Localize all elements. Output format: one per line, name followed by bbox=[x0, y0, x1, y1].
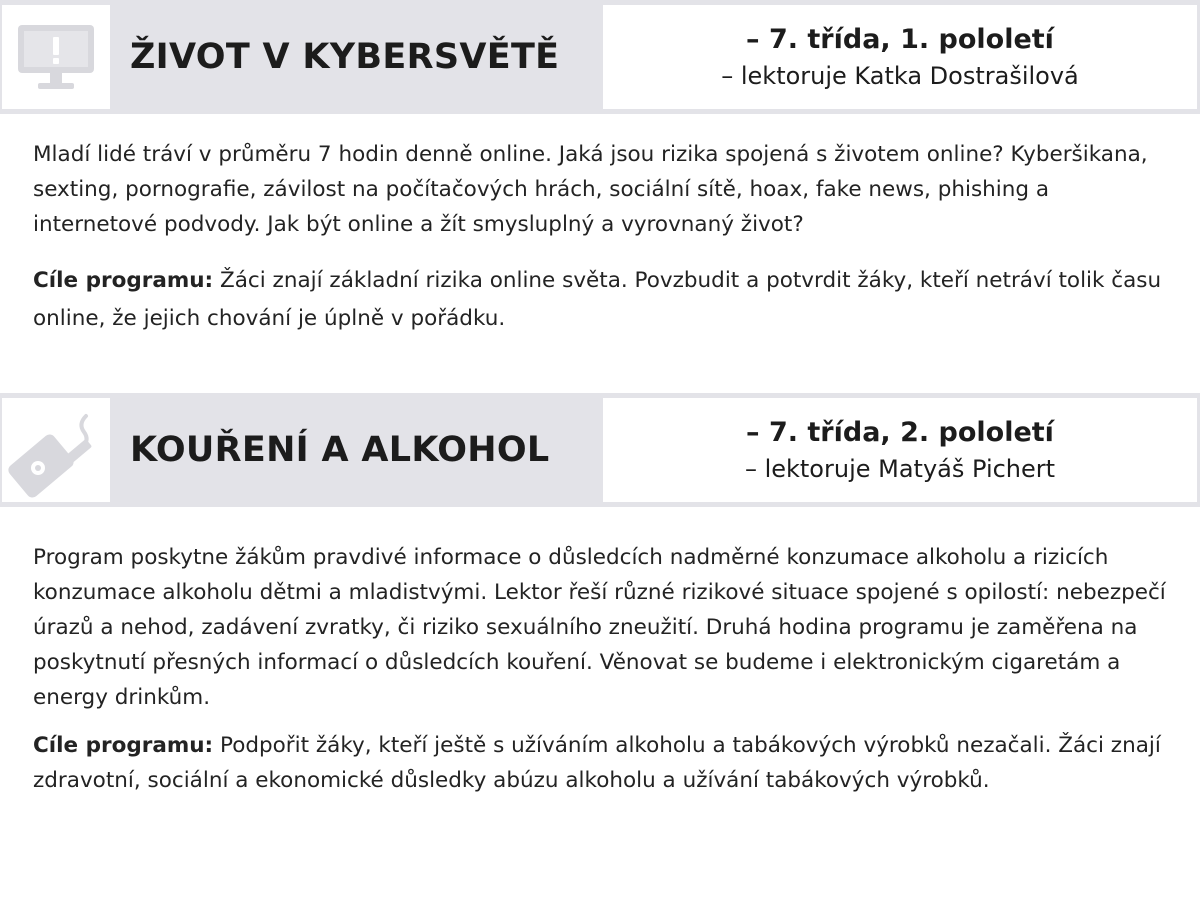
section-description: Mladí lidé tráví v průměru 7 hodin denně online. Jaká jsou rizika spojená s životem online? Kyberšikana, sexting, pornografie, závilost na počítačových hrách, sociální sítě, hoax, fake news, phishing a internetové podvody. Jak být online a žít smysluplný a vyrovnaný život? bbox=[33, 142, 1148, 237]
section-header bbox=[0, 393, 1200, 507]
section-title: KOUŘENÍ A ALKOHOL bbox=[130, 430, 550, 470]
lecturer-label: – lektoruje Matyáš Pichert bbox=[744, 455, 1056, 483]
info-box bbox=[603, 5, 1197, 109]
section-title: ŽIVOT V KYBERSVĚTĚ bbox=[130, 37, 560, 77]
grade-label: – 7. třída, 2. pololetí bbox=[746, 417, 1054, 448]
section-goals bbox=[33, 262, 1173, 338]
info-box bbox=[603, 398, 1197, 502]
grade-label: – 7. třída, 1. pololetí bbox=[746, 24, 1054, 55]
goals-text: Podpořit žáky, kteří ještě s užíváním alkoholu a tabákových výrobků nezačali. Žáci znají zdravotní, sociální a ekonomické důsledky abúzu alkoholu a užívání tabákových výrobků. bbox=[33, 733, 1161, 793]
computer-warning-icon bbox=[14, 21, 98, 93]
icon-box bbox=[2, 5, 110, 109]
goals-label: Cíle programu: bbox=[33, 733, 214, 758]
section-goals bbox=[33, 728, 1173, 798]
goals-label: Cíle programu: bbox=[33, 268, 214, 293]
goals-text: Žáci znají základní rizika online světa. Povzbudit a potvrdit žáky, kteří netráví tolik času online, že jejich chování je úplně v pořádku. bbox=[33, 268, 1162, 331]
lecturer-label: – lektoruje Katka Dostrašilová bbox=[721, 62, 1079, 90]
section-description: Program poskytne žákům pravdivé informace o důsledcích nadměrné konzumace alkoholu a rizicích konzumace alkoholu dětmi a mladistvými. Lektor řeší různé rizikové situace spojené s opilostí: nebezpečí úrazů a nehod, zadávení zvratky, či riziko sexuálního zneužití. Druhá hodina programu je zaměřena na poskytnutí přesných informací o důsledcích kouření. Věnovat se budeme i elektronickým cigaretám a energy drinkům. bbox=[33, 545, 1166, 710]
lighter-cigarette-icon bbox=[8, 402, 104, 498]
section-header bbox=[0, 0, 1200, 114]
icon-box bbox=[2, 398, 110, 502]
